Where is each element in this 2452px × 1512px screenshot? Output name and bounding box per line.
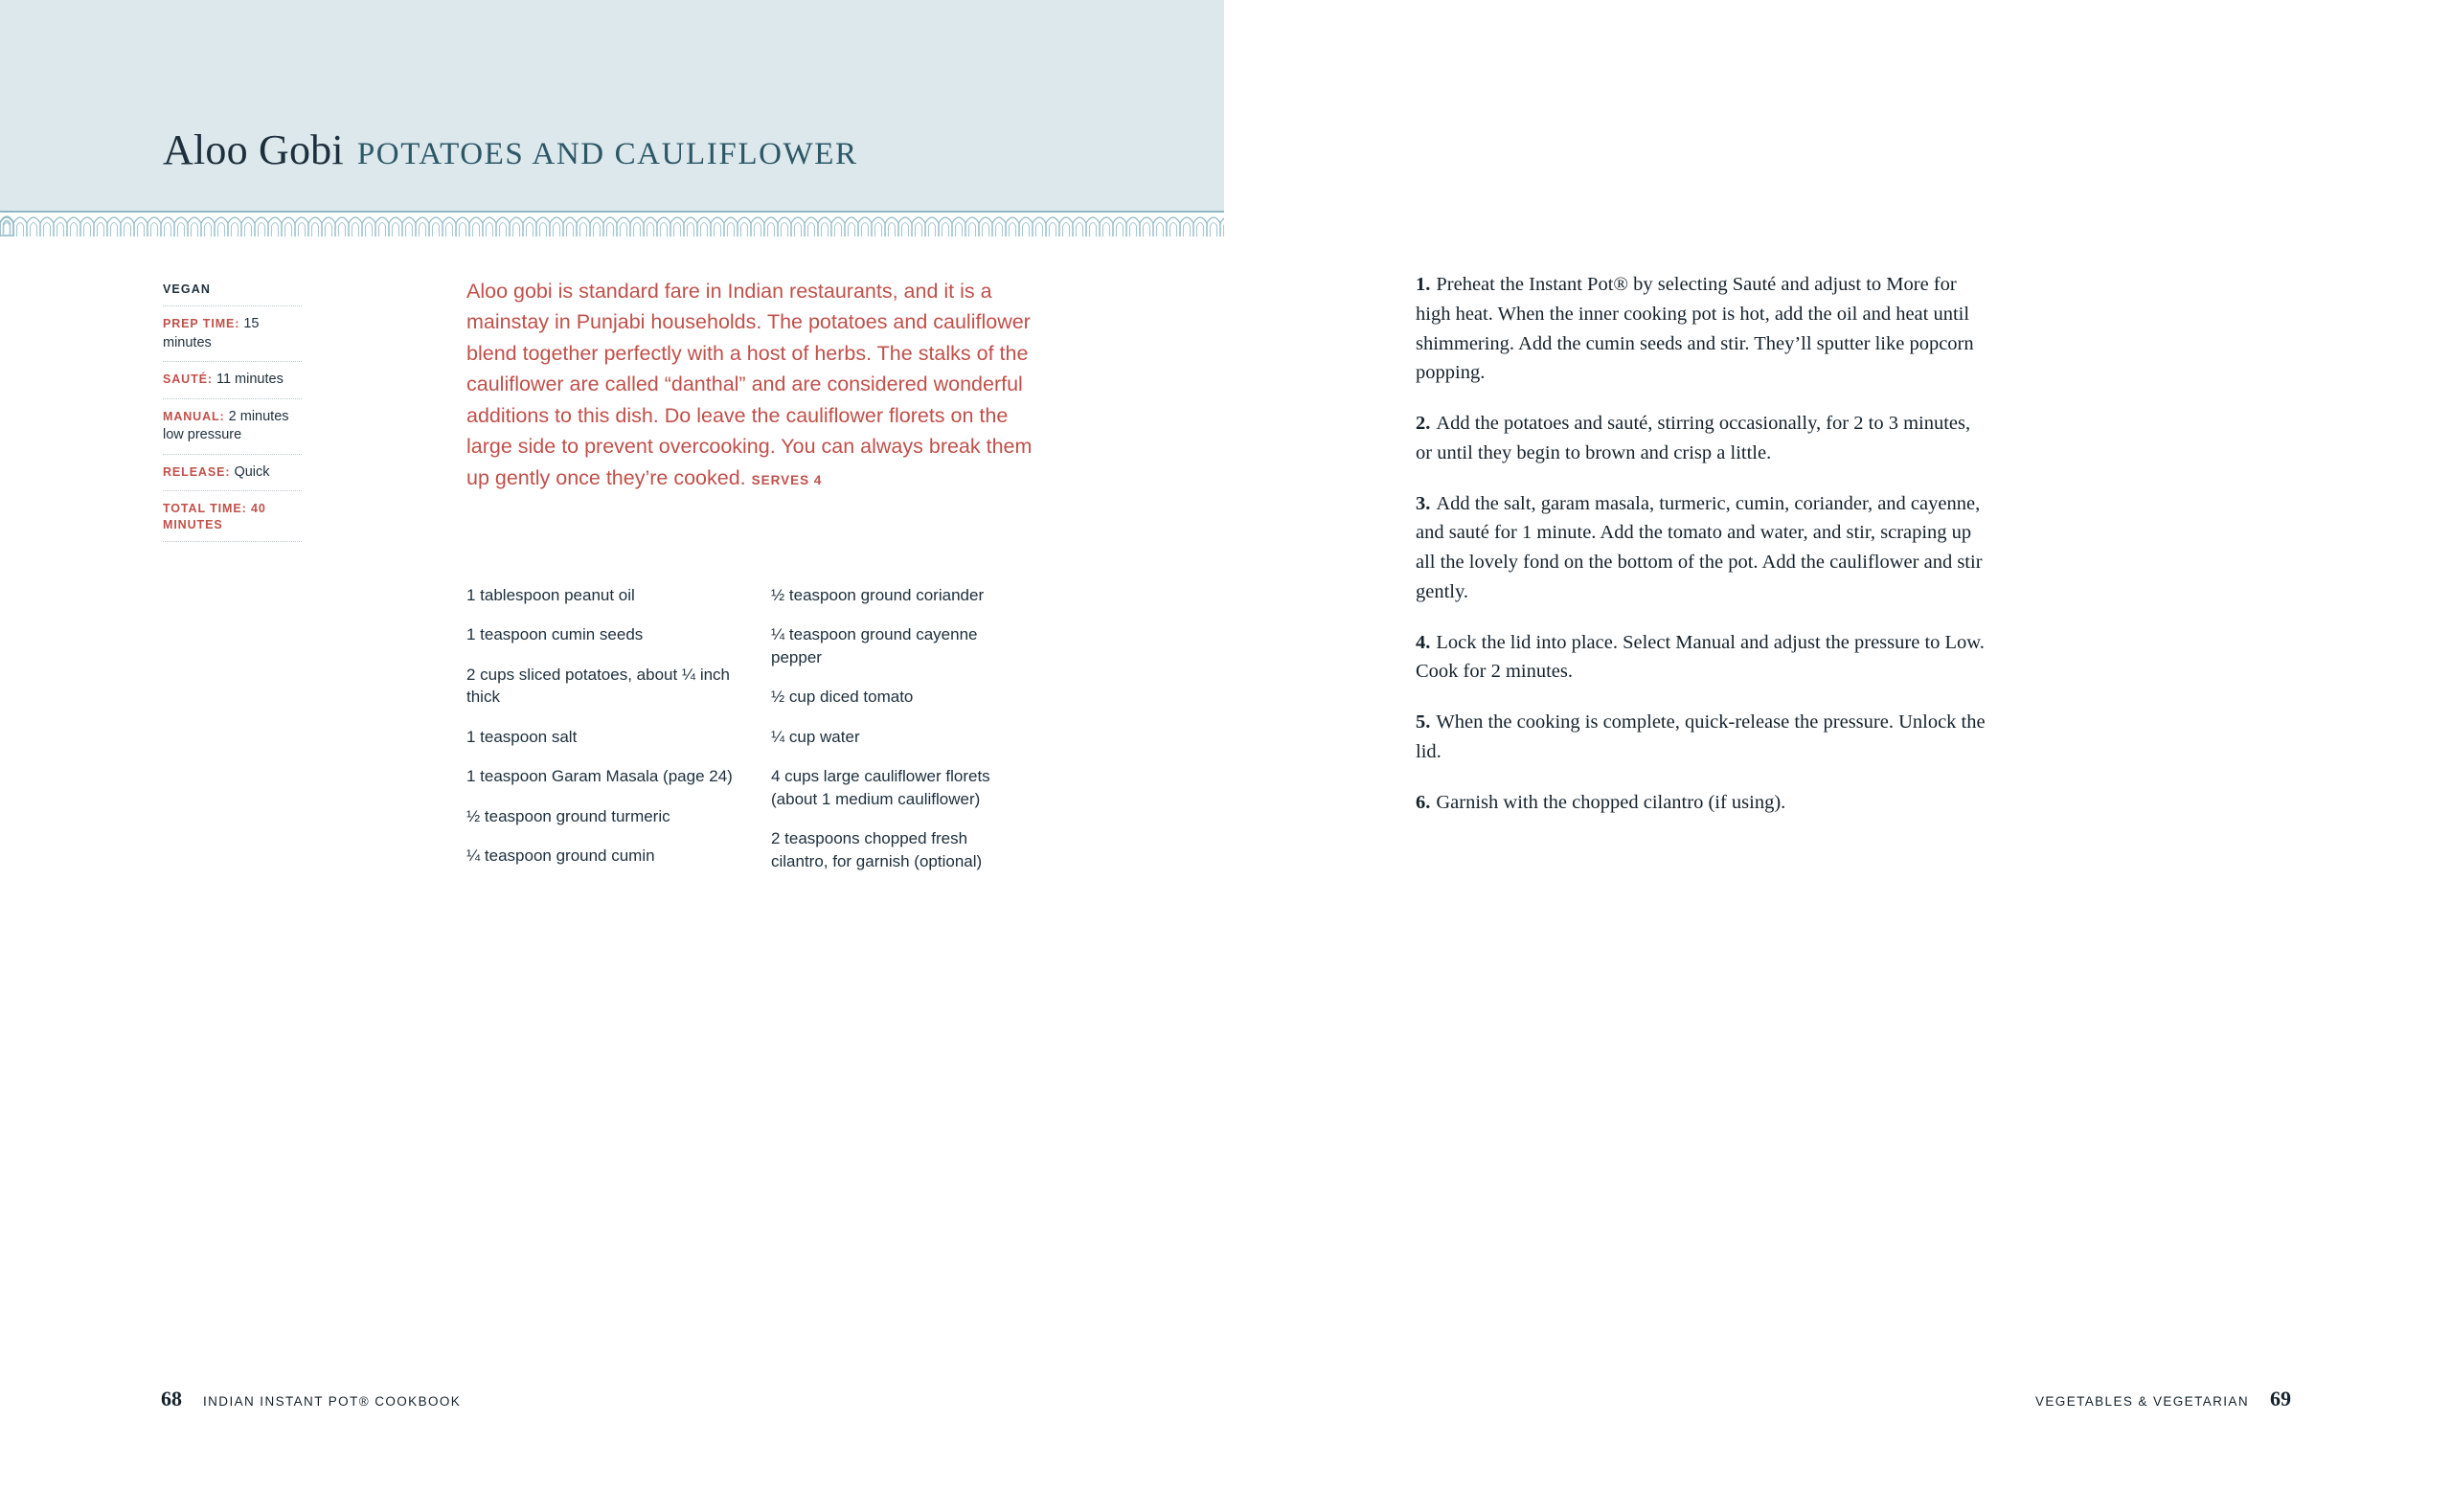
list-item xyxy=(1416,409,1990,468)
meta-value-prep-time: 15 minutes xyxy=(163,316,260,350)
list-item xyxy=(1416,489,1990,607)
step-number: 5. xyxy=(1416,711,1431,733)
step-text: Garnish with the chopped cilantro (if using). xyxy=(1436,791,1786,813)
list-item: ½ teaspoon ground turmeric xyxy=(466,806,670,825)
meta-label-total-time: TOTAL TIME: 40 MINUTES xyxy=(163,502,266,532)
meta-label-saute: SAUTÉ: xyxy=(163,372,213,387)
meta-label-manual: MANUAL: xyxy=(163,409,225,423)
step-number: 4. xyxy=(1416,631,1431,653)
step-text: Add the salt, garam masala, turmeric, cumin, coriander, and cayenne, and sauté for 1 minute. Add the tomato and water, and stir, scraping up all the lovely fond on the bottom of the pot. Add the cauliflower and stir gently. xyxy=(1416,492,1983,602)
list-item: 1 teaspoon salt xyxy=(466,727,578,746)
list-item xyxy=(1416,708,1990,767)
list-item: ½ teaspoon ground coriander xyxy=(771,586,985,604)
list-item: 4 cups large cauliflower florets (about 1 medium cauliflower) xyxy=(771,767,990,808)
step-text: When the cooking is complete, quick-release the pressure. Unlock the lid. xyxy=(1416,711,1986,762)
page-title xyxy=(163,125,858,174)
meta-row-prep-time xyxy=(163,306,302,362)
ingredients-column-left xyxy=(466,584,735,885)
list-item: 1 teaspoon cumin seeds xyxy=(466,625,644,644)
recipe-header-band xyxy=(0,0,1224,211)
running-head-left: INDIAN INSTANT POT® COOKBOOK xyxy=(203,1394,462,1409)
running-head-right: VEGETABLES & VEGETARIAN xyxy=(2034,1394,2249,1409)
step-text: Lock the lid into place. Select Manual and adjust the pressure to Low. Cook for 2 minutes. xyxy=(1416,631,1985,683)
meta-value-manual-secondary: low pressure xyxy=(163,427,242,443)
serves-label: SERVES 4 xyxy=(751,472,823,487)
footer-left xyxy=(161,1387,461,1411)
instructions-list xyxy=(1416,270,1990,838)
step-number: 6. xyxy=(1416,791,1431,813)
list-item: 1 teaspoon Garam Masala (page 24) xyxy=(466,767,733,786)
list-item: ¼ teaspoon ground cumin xyxy=(466,846,655,866)
meta-row-saute xyxy=(163,362,302,399)
recipe-title-subtitle: POTATOES AND CAULIFLOWER xyxy=(356,137,858,171)
list-item: 1 tablespoon peanut oil xyxy=(466,586,635,604)
step-number: 1. xyxy=(1416,274,1431,295)
list-item: ¼ cup water xyxy=(771,727,860,746)
page-gutter xyxy=(1224,0,1225,1512)
page-number-right: 69 xyxy=(2270,1387,2291,1410)
list-item: ¼ teaspoon ground cayenne pepper xyxy=(771,625,978,666)
recipe-title-main: Aloo Gobi xyxy=(163,126,344,173)
list-item xyxy=(1416,270,1990,388)
list-item xyxy=(1416,788,1990,818)
meta-value-saute: 11 minutes xyxy=(216,372,284,388)
page-number-left: 68 xyxy=(161,1387,182,1410)
ingredients-column-right xyxy=(771,584,1020,890)
step-number: 3. xyxy=(1416,492,1431,514)
step-text: Preheat the Instant Pot® by selecting Sauté and adjust to More for high heat. When the inner cooking pot is hot, add the oil and heat until shimmering. Add the cumin seeds and stir. They’ll sputter like popcorn popping. xyxy=(1416,274,1974,384)
step-number: 2. xyxy=(1416,413,1431,434)
list-item xyxy=(1416,628,1990,688)
list-item: ½ cup diced tomato xyxy=(771,688,914,707)
footer-right xyxy=(2035,1387,2291,1411)
list-item: 2 cups sliced potatoes, about ¼ inch thick xyxy=(466,665,731,707)
meta-row-total-time xyxy=(163,491,302,542)
meta-row-manual xyxy=(163,399,302,455)
list-item: 2 teaspoons chopped fresh cilantro, for garnish (optional) xyxy=(771,829,983,870)
decorative-border xyxy=(0,211,1224,237)
meta-label-release: RELEASE: xyxy=(163,464,231,479)
recipe-intro xyxy=(466,276,1033,493)
meta-label-prep-time: PREP TIME: xyxy=(163,317,240,330)
meta-value-manual: 2 minutes xyxy=(228,408,289,424)
diet-badge: VEGAN xyxy=(163,282,302,306)
step-text: Add the potatoes and sauté, stirring occasionally, for 2 to 3 minutes, or until they begin to brown and crisp a little. xyxy=(1416,413,1971,463)
meta-value-release: Quick xyxy=(234,463,270,480)
recipe-intro-text: Aloo gobi is standard fare in Indian restaurants, and it is a mainstay in Punjabi households. The potatoes and cauliflower blend together perfectly with a host of herbs. The stalks of the cauliflower are called “danthal” and are considered wonderful additions to this dish. Do leave the cauliflower florets on the large side to prevent overcooking. You can always break them up gently once they’re cooked. xyxy=(466,280,1033,489)
meta-row-release xyxy=(163,455,302,492)
recipe-meta-column xyxy=(163,282,302,542)
